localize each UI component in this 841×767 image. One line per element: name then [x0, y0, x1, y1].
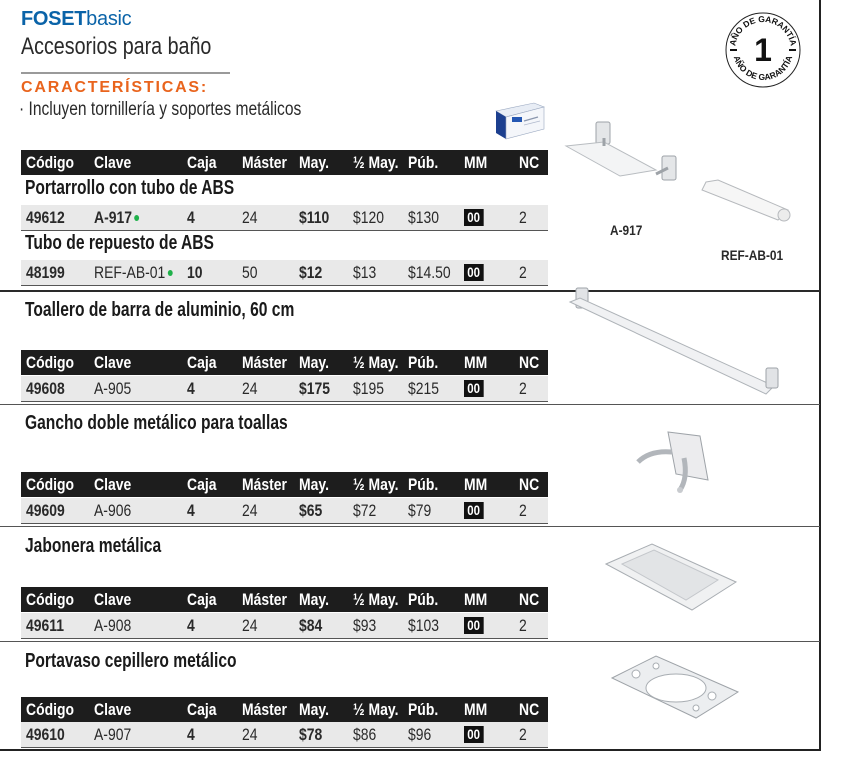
col-pub: Púb.: [408, 475, 439, 494]
cell-medio-may: $86: [353, 725, 377, 744]
table-row: [21, 722, 548, 748]
col-medio-may: ½ May.: [353, 353, 399, 372]
product-title: Toallero de barra de aluminio, 60 cm: [25, 299, 295, 321]
col-caja: Caja: [187, 153, 217, 172]
product-title: Gancho doble metálico para toallas: [25, 412, 288, 434]
col-medio-may: ½ May.: [353, 153, 399, 172]
new-item-dot-icon: [168, 270, 173, 276]
cell-mm: 00: [464, 613, 483, 638]
col-master: Máster: [242, 475, 287, 494]
table-header: [21, 350, 548, 375]
cell-clave: REF-AB-01: [94, 260, 173, 285]
col-may: May.: [299, 475, 329, 494]
double-hook-image: [632, 422, 716, 498]
toothbrush-holder-image: [606, 652, 742, 722]
cell-codigo: 49612: [26, 208, 65, 227]
col-clave: Clave: [94, 700, 132, 719]
page-subtitle: Accesorios para baño: [21, 33, 212, 60]
cell-caja: 10: [187, 263, 203, 282]
cell-medio-may: $13: [353, 263, 377, 282]
cell-caja: 4: [187, 379, 195, 398]
col-caja: Caja: [187, 700, 217, 719]
cell-medio-may: $72: [353, 501, 377, 520]
cell-pub: $215: [408, 379, 440, 398]
cell-master: 24: [242, 616, 258, 635]
col-medio-may: ½ May.: [353, 700, 399, 719]
product-title: Jabonera metálica: [25, 535, 162, 557]
cell-clave: A-907: [94, 725, 132, 744]
cell-codigo: 49608: [26, 379, 65, 398]
col-mm: MM: [464, 475, 488, 494]
cell-nc: 2: [519, 725, 527, 744]
col-codigo: Código: [26, 590, 75, 609]
col-pub: Púb.: [408, 153, 439, 172]
col-nc: NC: [519, 700, 540, 719]
title-underline: [21, 72, 230, 74]
col-codigo: Código: [26, 475, 75, 494]
section-divider: [0, 641, 820, 642]
col-codigo: Código: [26, 353, 75, 372]
cell-pub: $96: [408, 725, 432, 744]
col-medio-may: ½ May.: [353, 590, 399, 609]
cell-caja: 4: [187, 616, 195, 635]
col-medio-may: ½ May.: [353, 475, 399, 494]
cell-clave: A-905: [94, 379, 132, 398]
table-row: [21, 260, 548, 286]
product-title: Tubo de repuesto de ABS: [25, 232, 214, 254]
col-clave: Clave: [94, 475, 132, 494]
warranty-number: 1: [754, 32, 772, 68]
col-nc: NC: [519, 153, 540, 172]
col-caja: Caja: [187, 590, 217, 609]
cell-pub: $14.50: [408, 263, 451, 282]
col-clave: Clave: [94, 590, 132, 609]
col-nc: NC: [519, 353, 540, 372]
cell-mm: 00: [464, 722, 483, 747]
col-may: May.: [299, 700, 329, 719]
cell-nc: 2: [519, 379, 527, 398]
col-pub: Púb.: [408, 353, 439, 372]
cell-master: 24: [242, 725, 258, 744]
col-nc: NC: [519, 590, 540, 609]
cell-may: $65: [299, 501, 323, 520]
col-mm: MM: [464, 153, 488, 172]
col-pub: Púb.: [408, 700, 439, 719]
replacement-tube-image: [698, 176, 794, 226]
col-nc: NC: [519, 475, 540, 494]
col-may: May.: [299, 353, 329, 372]
cell-codigo: 49610: [26, 725, 65, 744]
towel-bar-image: [562, 284, 788, 408]
col-may: May.: [299, 590, 329, 609]
table-row: [21, 205, 548, 231]
product-title: Portarrollo con tubo de ABS: [25, 177, 235, 199]
col-mm: MM: [464, 700, 488, 719]
toilet-paper-holder-image: [560, 118, 690, 198]
cell-mm: 00: [464, 498, 483, 523]
cell-clave: A-908: [94, 616, 132, 635]
warranty-seal-icon: [724, 11, 802, 89]
table-header: [21, 472, 548, 497]
cell-pub: $79: [408, 501, 432, 520]
col-caja: Caja: [187, 353, 217, 372]
cell-may: $12: [299, 263, 323, 282]
col-clave: Clave: [94, 353, 132, 372]
table-header: [21, 150, 548, 175]
cell-nc: 2: [519, 263, 527, 282]
cell-clave: A-917: [94, 205, 139, 230]
feature-item: · Incluyen tornillería y soportes metálicos: [19, 99, 302, 120]
cell-nc: 2: [519, 501, 527, 520]
col-clave: Clave: [94, 153, 132, 172]
cell-medio-may: $93: [353, 616, 377, 635]
cell-may: $84: [299, 616, 323, 635]
col-mm: MM: [464, 590, 488, 609]
col-master: Máster: [242, 153, 287, 172]
cell-codigo: 49611: [26, 616, 65, 635]
col-master: Máster: [242, 700, 287, 719]
product-title: Portavaso cepillero metálico: [25, 650, 237, 672]
cell-codigo: 49609: [26, 501, 65, 520]
col-pub: Púb.: [408, 590, 439, 609]
cell-medio-may: $195: [353, 379, 385, 398]
brand-logo: FOSETbasic: [21, 8, 132, 30]
cell-mm: 00: [464, 376, 483, 401]
table-header: [21, 587, 548, 612]
cell-master: 24: [242, 501, 258, 520]
col-codigo: Código: [26, 153, 75, 172]
cell-master: 24: [242, 379, 258, 398]
cell-master: 24: [242, 208, 258, 227]
image-caption: A-917: [610, 222, 643, 238]
cell-caja: 4: [187, 208, 195, 227]
col-master: Máster: [242, 353, 287, 372]
cell-master: 50: [242, 263, 258, 282]
product-package-image: [494, 99, 546, 141]
cell-nc: 2: [519, 616, 527, 635]
cell-mm: 00: [464, 260, 483, 285]
cell-medio-may: $120: [353, 208, 385, 227]
col-caja: Caja: [187, 475, 217, 494]
new-item-dot-icon: [134, 215, 139, 221]
col-mm: MM: [464, 353, 488, 372]
col-master: Máster: [242, 590, 287, 609]
cell-may: $175: [299, 379, 331, 398]
cell-may: $110: [299, 208, 330, 227]
cell-may: $78: [299, 725, 323, 744]
cell-codigo: 48199: [26, 263, 65, 282]
table-row: [21, 498, 548, 524]
table-header: [21, 697, 548, 722]
features-heading: CARACTERÍSTICAS:: [21, 79, 209, 96]
cell-nc: 2: [519, 208, 527, 227]
table-row: [21, 376, 548, 402]
cell-clave: A-906: [94, 501, 132, 520]
warranty-text-top: AÑO DE GARANTÍA: [727, 13, 799, 47]
cell-caja: 4: [187, 725, 195, 744]
cell-pub: $130: [408, 208, 440, 227]
table-row: [21, 613, 548, 639]
col-may: May.: [299, 153, 329, 172]
soap-dish-image: [600, 540, 740, 614]
cell-mm: 00: [464, 205, 483, 230]
cell-pub: $103: [408, 616, 440, 635]
warranty-text-bottom: AÑO DE GARANTÍA: [731, 54, 795, 83]
image-caption: REF-AB-01: [721, 247, 784, 263]
col-codigo: Código: [26, 700, 75, 719]
section-divider: [0, 526, 820, 527]
cell-caja: 4: [187, 501, 195, 520]
